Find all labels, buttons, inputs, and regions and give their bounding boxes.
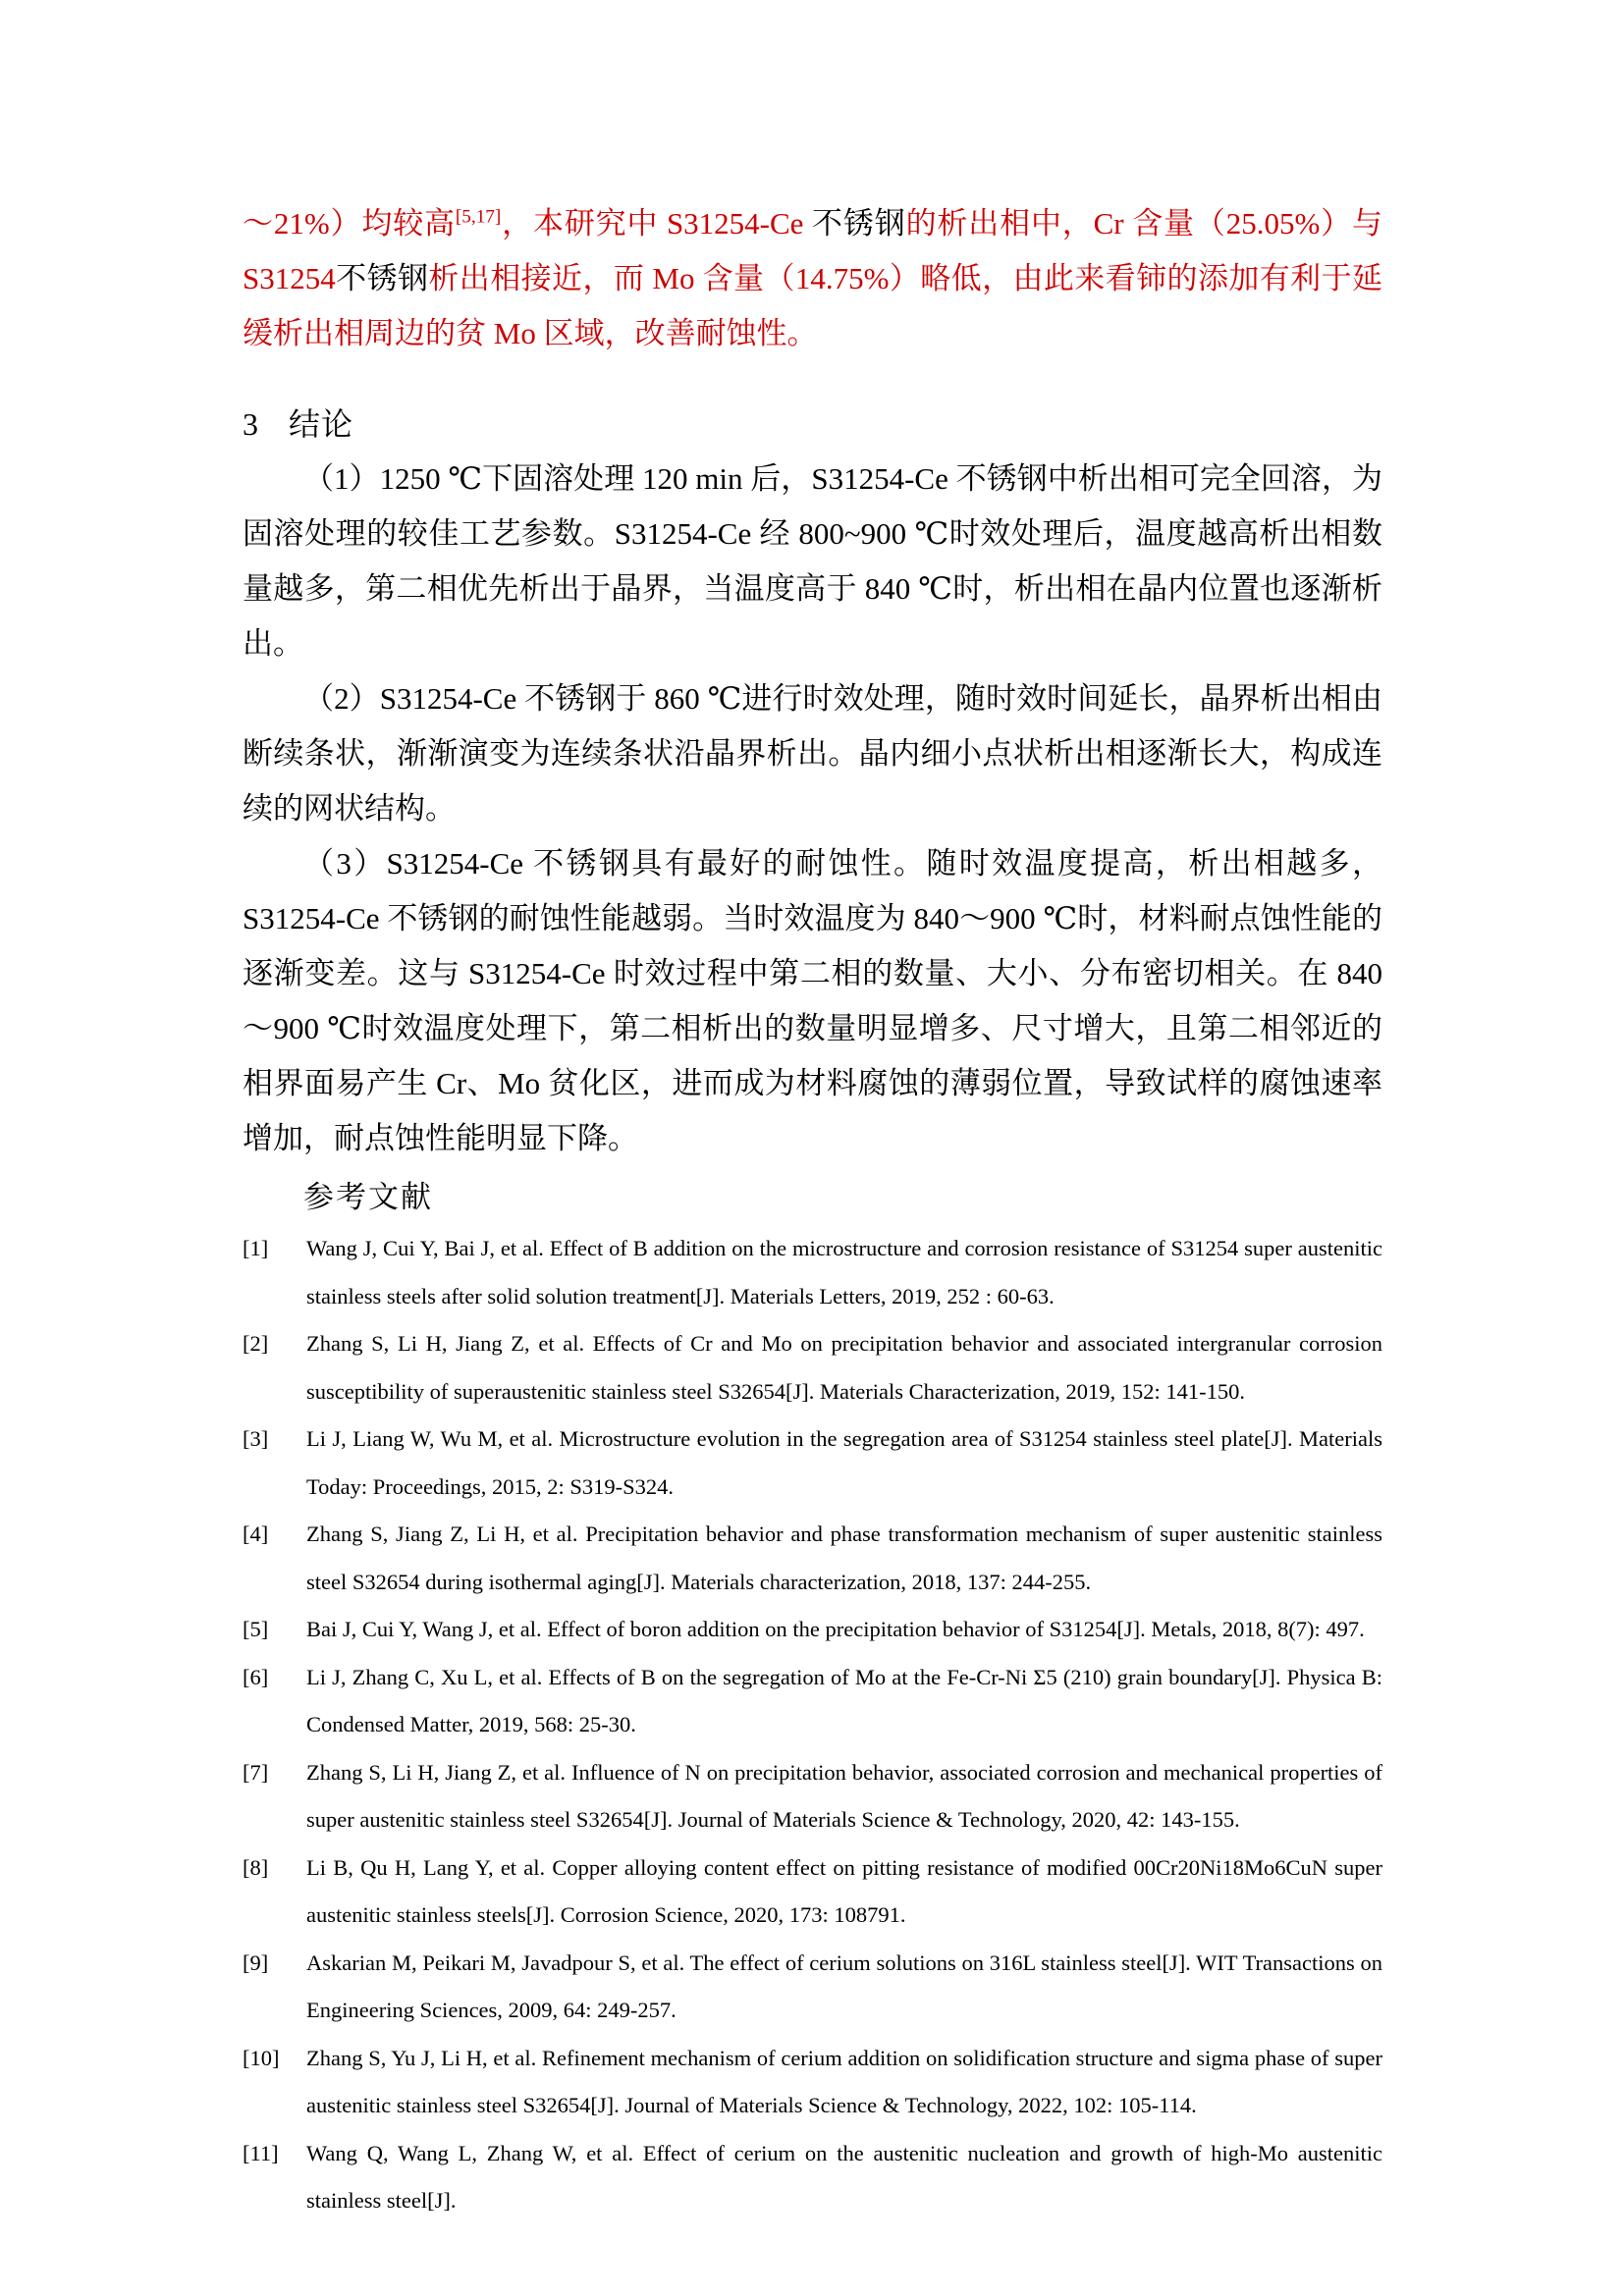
red-paragraph-segment: 析出相接近，而 Mo 含量（14.75%）略低，由此来看铈的添加有利于延缓析出相周边的贫 Mo 区域，改善耐蚀性。	[243, 261, 1382, 350]
reference-number: [9]	[243, 1949, 269, 1975]
section-heading	[243, 397, 1382, 452]
reference-text: Li B, Qu H, Lang Y, et al. Copper alloying content effect on pitting resistance of modified 00Cr20Ni18Mo6CuN super austenitic stainless steels[J]. Corrosion Science, 2020, 173: 108791.	[306, 1854, 1382, 1927]
conclusion-paragraph: （2）S31254-Ce 不锈钢于 860 ℃进行时效处理，随时效时间延长，晶界析出相由断续条状，渐渐演变为连续条状沿晶界析出。晶内细小点状析出相逐渐长大，构成连续的网状结构。	[243, 681, 1382, 826]
reference-number: [6]	[243, 1664, 269, 1689]
reference-item	[243, 1940, 1382, 2035]
reference-text: Zhang S, Li H, Jiang Z, et al. Influence of N on precipitation behavior, associated corrosion and mechanical properties of super austenitic stainless steel S32654[J]. Journal of Materials Science & Technology, 2020, 42: 143-155.	[306, 1759, 1382, 1832]
reference-text: Li J, Zhang C, Xu L, et al. Effects of B on the segregation of Mo at the Fe-Cr-Ni Σ5 (210) grain boundary[J]. Physica B: Condensed Matter, 2019, 568: 25-30.	[306, 1664, 1382, 1736]
reference-number: [4]	[243, 1522, 269, 1546]
conclusion-paragraph: （1）1250 ℃下固溶处理 120 min 后，S31254-Ce 不锈钢中析出相可完全回溶，为固溶处理的较佳工艺参数。S31254-Ce 经 800~900 ℃时效处理后，温度越高析出相数量越多，第二相优先析出于晶界，当温度高于 840 ℃时，析出相在晶内位置也逐渐析出。	[243, 461, 1382, 661]
red-paragraph-segment: 不锈钢	[335, 261, 429, 295]
reference-text: Wang Q, Wang L, Zhang W, et al. Effect of cerium on the austenitic nucleation and growth of high-Mo austenitic stainless steel[J].	[306, 2140, 1382, 2213]
reference-text: Li J, Liang W, Wu M, et al. Microstructure evolution in the segregation area of S31254 stainless steel plate[J]. Materials Today: Proceedings, 2015, 2: S319-S324.	[306, 1426, 1382, 1499]
reference-number: [2]	[243, 1331, 269, 1356]
reference-item	[243, 1511, 1382, 1606]
reference-item	[243, 2035, 1382, 2130]
reference-number: [11]	[243, 2140, 279, 2165]
reference-text: Zhang S, Jiang Z, Li H, et al. Precipitation behavior and phase transformation mechanism of super austenitic stainless steel S32654 during isothermal aging[J]. Materials characterization, 2018, 137: 244-255.	[306, 1522, 1382, 1594]
reference-list	[243, 1225, 1382, 2225]
reference-item	[243, 2130, 1382, 2225]
reference-text: Zhang S, Yu J, Li H, et al. Refinement mechanism of cerium addition on solidification structure and sigma phase of super austenitic stainless steel S32654[J]. Journal of Materials Science & Technology, 2022, 102: 105-114.	[306, 2045, 1382, 2117]
reference-item	[243, 1749, 1382, 1844]
red-paragraph-segment: ，本研究中 S31254-Ce	[501, 206, 813, 240]
conclusion-paragraph: （3）S31254-Ce 不锈钢具有最好的耐蚀性。随时效温度提高，析出相越多，S31254-Ce 不锈钢的耐蚀性能越弱。当时效温度为 840～900 ℃时，材料耐点蚀性能的逐渐变差。这与 S31254-Ce 时效过程中第二相的数量、大小、分布密切相关。在 840～900 ℃时效温度处理下，第二相析出的数量明显增多、尺寸增大，且第二相邻近的相界面易产生 Cr、Mo 贫化区，进而成为材料腐蚀的薄弱位置，导致试样的腐蚀速率增加，耐点蚀性能明显下降。	[243, 846, 1382, 1155]
red-paragraph-segment: [5,17]	[455, 206, 502, 228]
reference-text: Bai J, Cui Y, Wang J, et al. Effect of boron addition on the precipitation behavior of S31254[J]. Metals, 2018, 8(7): 497.	[306, 1617, 1365, 1641]
reference-number: [8]	[243, 1854, 269, 1880]
reference-number: [7]	[243, 1759, 269, 1785]
reference-number: [5]	[243, 1617, 269, 1641]
conclusions	[243, 452, 1382, 1166]
red-paragraph-segment: ～21%）均较高	[243, 206, 456, 240]
references-heading: 参考文献	[303, 1180, 433, 1214]
red-paragraph	[243, 196, 1382, 361]
section-number: 3	[243, 406, 259, 442]
reference-item	[243, 1606, 1382, 1654]
red-paragraph-segment: 不锈钢	[812, 206, 906, 240]
red-paragraph-segment: 的析出相中，Cr 含量（25.05%）与 S31254	[243, 206, 1383, 295]
reference-item	[243, 1320, 1382, 1415]
reference-number: [3]	[243, 1426, 269, 1451]
section-title: 结论	[289, 406, 354, 442]
reference-item	[243, 1415, 1382, 1511]
reference-item	[243, 1225, 1382, 1320]
reference-number: [10]	[243, 2045, 280, 2070]
reference-number: [1]	[243, 1236, 269, 1260]
reference-text: Zhang S, Li H, Jiang Z, et al. Effects of Cr and Mo on precipitation behavior and associated intergranular corrosion susceptibility of superaustenitic stainless steel S32654[J]. Materials Characterization, 2019, 152: 141-150.	[306, 1331, 1382, 1404]
reference-text: Askarian M, Peikari M, Javadpour S, et al. The effect of cerium solutions on 316L stainless steel[J]. WIT Transactions on Engineering Sciences, 2009, 64: 249-257.	[306, 1949, 1382, 2022]
reference-item	[243, 1844, 1382, 1940]
reference-text: Wang J, Cui Y, Bai J, et al. Effect of B addition on the microstructure and corrosion resistance of S31254 super austenitic stainless steels after solid solution treatment[J]. Materials Letters, 2019, 252 : 60-63.	[306, 1236, 1382, 1308]
reference-item	[243, 1654, 1382, 1749]
